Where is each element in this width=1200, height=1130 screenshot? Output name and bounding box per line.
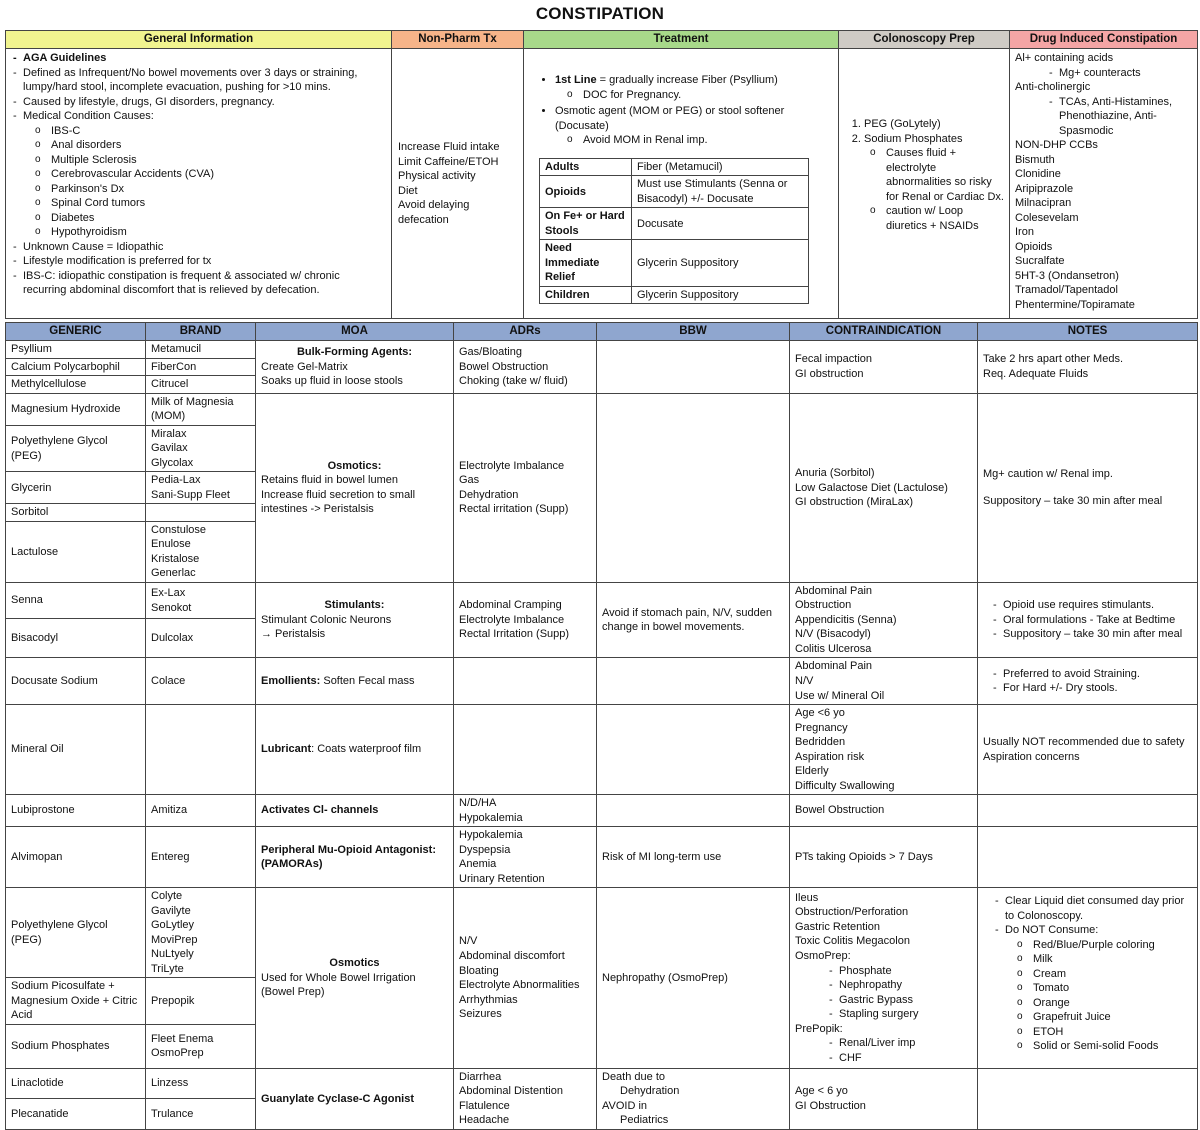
col-moa: MOA bbox=[256, 323, 454, 341]
drug-item: Anti-cholinergic bbox=[1015, 81, 1091, 94]
contra-cell: Age <6 yo Pregnancy Bedridden Aspiration risk Elderly Difficulty Swallowing bbox=[790, 705, 978, 795]
moa-cell: Guanylate Cyclase-C Agonist bbox=[256, 1068, 454, 1129]
peg-golytely: 1. PEG (GoLytely) bbox=[864, 117, 1004, 132]
moa-cell: Lubricant: Coats waterproof film bbox=[256, 705, 454, 795]
col-contraindication: CONTRAINDICATION bbox=[790, 323, 978, 341]
drug-item: Colesevelam bbox=[1015, 211, 1079, 224]
aga-guidelines: - AGA Guidelines bbox=[23, 51, 386, 66]
generic-name: Mineral Oil bbox=[6, 705, 146, 795]
col-generic: GENERIC bbox=[6, 323, 146, 341]
drug-item: Sucralfate bbox=[1015, 255, 1065, 268]
population-tx: Docusate bbox=[632, 208, 809, 240]
page-title: CONSTIPATION bbox=[535, 4, 665, 23]
brand-name: Colace bbox=[146, 658, 256, 705]
first-line: • 1st Line = gradually increase Fiber (Psyllium) o DOC for Pregnancy. bbox=[555, 73, 833, 102]
moa-cell: Peripheral Mu-Opioid Antagonist: (PAMORAs) bbox=[256, 827, 454, 888]
brand-name: Milk of Magnesia (MOM) bbox=[146, 393, 256, 425]
bbw-cell bbox=[597, 795, 790, 827]
generic-name: Calcium Polycarbophil bbox=[6, 358, 146, 376]
drug-table bbox=[5, 322, 1198, 1130]
notes-cell: - Clear Liquid diet consumed day prior to Colonoscopy. - Do NOT Consume: o Red/Blue/Purple coloring o Milk o Cream o Tomato o Orange o Grapefruit Juice o ETOH o Solid or Semi-solid Foods bbox=[978, 888, 1198, 1069]
moa-cell: Osmotics Used for Whole Bowel Irrigation (Bowel Prep) bbox=[256, 888, 454, 1069]
generic-name: Methylcellulose bbox=[6, 376, 146, 394]
population-label: Need Immediate Relief bbox=[540, 240, 632, 287]
header-colonoscopy-prep: Colonoscopy Prep bbox=[839, 31, 1010, 49]
brand-name bbox=[146, 705, 256, 795]
condition: o Spinal Cord tumors bbox=[51, 196, 386, 211]
adrs-cell bbox=[454, 658, 597, 705]
drug-item: Phentermine/Topiramate bbox=[1015, 298, 1135, 311]
contra-cell: PTs taking Opioids > 7 Days bbox=[790, 827, 978, 888]
generic-name: Sodium Phosphates bbox=[6, 1024, 146, 1068]
moa-cell: Activates Cl- channels bbox=[256, 795, 454, 827]
brand-name: Linzess bbox=[146, 1068, 256, 1099]
drug-item: Clonidine bbox=[1015, 168, 1061, 181]
population-tx: Glycerin Suppository bbox=[632, 286, 809, 304]
bbw-cell bbox=[597, 393, 790, 582]
brand-name: Metamucil bbox=[146, 341, 256, 359]
population-tx: Glycerin Suppository bbox=[632, 240, 809, 287]
drug-item: Tramadol/Tapentadol bbox=[1015, 284, 1118, 297]
bbw-cell bbox=[597, 705, 790, 795]
generic-name: Polyethylene Glycol (PEG) bbox=[6, 888, 146, 978]
adrs-cell: Electrolyte Imbalance Gas Dehydration Rectal irritation (Supp) bbox=[454, 393, 597, 582]
moa-cell: Stimulants: Stimulant Colonic Neurons → Peristalsis bbox=[256, 582, 454, 658]
doc-pregnancy: o DOC for Pregnancy. bbox=[583, 88, 833, 103]
drug-subitem: - Mg+ counteracts bbox=[1059, 66, 1192, 81]
adrs-cell: Gas/Bloating Bowel Obstruction Choking (take w/ fluid) bbox=[454, 341, 597, 394]
condition: o Anal disorders bbox=[51, 138, 386, 153]
condition: o Multiple Sclerosis bbox=[51, 153, 386, 168]
generic-name: Glycerin bbox=[6, 472, 146, 504]
ibs-c: - IBS-C: idiopathic constipation is frequent & associated w/ chronic recurring abdominal discomfort that is relieved by defecation. bbox=[23, 269, 386, 298]
generic-name: Docusate Sodium bbox=[6, 658, 146, 705]
condition: o Cerebrovascular Accidents (CVA) bbox=[51, 167, 386, 182]
population-tx: Must use Stimulants (Senna or Bisacodyl) +/- Docusate bbox=[632, 176, 809, 208]
col-brand: BRAND bbox=[146, 323, 256, 341]
contra-cell: Age < 6 yo GI Obstruction bbox=[790, 1068, 978, 1129]
nonpharm-item: Avoid delaying defecation bbox=[398, 199, 470, 226]
table-row bbox=[6, 1068, 1198, 1099]
generic-name: Bisacodyl bbox=[6, 619, 146, 658]
brand-name: Trulance bbox=[146, 1099, 256, 1130]
notes-cell: - Preferred to avoid Straining. - For Hard +/- Dry stools. bbox=[978, 658, 1198, 705]
col-adrs: ADRs bbox=[454, 323, 597, 341]
brand-name: Citrucel bbox=[146, 376, 256, 394]
notes-cell bbox=[978, 1068, 1198, 1129]
table-row bbox=[6, 582, 1198, 618]
treatment-cell bbox=[524, 49, 839, 319]
table-row bbox=[6, 888, 1198, 978]
table-row bbox=[6, 705, 1198, 795]
drug-item: Milnacipran bbox=[1015, 197, 1072, 210]
bbw-cell: Risk of MI long-term use bbox=[597, 827, 790, 888]
contra-cell: Abdominal Pain N/V Use w/ Mineral Oil bbox=[790, 658, 978, 705]
sodium-note: o Causes fluid + electrolyte abnormalities so risky for Renal or Cardiac Dx. bbox=[886, 146, 1004, 204]
nonpharm-item: Physical activity bbox=[398, 170, 476, 183]
generic-name: Alvimopan bbox=[6, 827, 146, 888]
notes-cell: - Opioid use requires stimulants. - Oral formulations - Take at Bedtime - Suppository – take 30 min after meal bbox=[978, 582, 1198, 658]
header-general-information: General Information bbox=[6, 31, 392, 49]
drug-subitem: - TCAs, Anti-Histamines, Phenothiazine, Anti-Spasmodic bbox=[1059, 95, 1192, 139]
notes-cell bbox=[978, 827, 1198, 888]
notes-cell bbox=[978, 795, 1198, 827]
adrs-cell bbox=[454, 705, 597, 795]
brand-name: Miralax Gavilax Glycolax bbox=[146, 425, 256, 472]
generic-name: Senna bbox=[6, 582, 146, 618]
colonoscopy-prep-cell bbox=[839, 49, 1010, 319]
nonpharm-item: Diet bbox=[398, 184, 418, 197]
brand-name: Fleet Enema OsmoPrep bbox=[146, 1024, 256, 1068]
notes-cell: Usually NOT recommended due to safety Aspiration concerns bbox=[978, 705, 1198, 795]
drug-item: Bismuth bbox=[1015, 153, 1055, 166]
bbw-cell bbox=[597, 341, 790, 394]
nonpharm-item: Limit Caffeine/ETOH bbox=[398, 155, 499, 168]
generic-name: Psyllium bbox=[6, 341, 146, 359]
bbw-cell bbox=[597, 658, 790, 705]
contra-cell: Anuria (Sorbitol) Low Galactose Diet (Lactulose) GI obstruction (MiraLax) bbox=[790, 393, 978, 582]
drug-item: Opioids bbox=[1015, 240, 1053, 253]
drug-induced-cell bbox=[1010, 49, 1198, 319]
condition: o IBS-C bbox=[51, 124, 386, 139]
unknown-cause: - Unknown Cause = Idiopathic bbox=[23, 240, 386, 255]
table-row bbox=[6, 341, 1198, 359]
adrs-cell: N/V Abdominal discomfort Bloating Electrolyte Abnormalities Arrhythmias Seizures bbox=[454, 888, 597, 1069]
bbw-cell: Avoid if stomach pain, N/V, sudden change in bowel movements. bbox=[597, 582, 790, 658]
population-label: Adults bbox=[540, 158, 632, 176]
contra-cell: Abdominal Pain Obstruction Appendicitis (Senna) N/V (Bisacodyl) Colitis Ulcerosa bbox=[790, 582, 978, 658]
contra-cell: Bowel Obstruction bbox=[790, 795, 978, 827]
generic-name: Polyethylene Glycol (PEG) bbox=[6, 425, 146, 472]
adrs-cell: N/D/HA Hypokalemia bbox=[454, 795, 597, 827]
sodium-phosphates: 2. Sodium Phosphates o Causes fluid + electrolyte abnormalities so risky for Renal or Cardiac Dx. o caution w/ Loop diuretics + NSAIDs bbox=[864, 132, 1004, 234]
lifestyle: - Lifestyle modification is preferred for tx bbox=[23, 254, 386, 269]
population-label: Opioids bbox=[540, 176, 632, 208]
brand-name: Dulcolax bbox=[146, 619, 256, 658]
table-row bbox=[6, 393, 1198, 425]
bbw-cell: Death due to Dehydration AVOID in Pediatrics bbox=[597, 1068, 790, 1129]
generic-name: Magnesium Hydroxide bbox=[6, 393, 146, 425]
header-drug-induced: Drug Induced Constipation bbox=[1010, 31, 1198, 49]
brand-name: Constulose Enulose Kristalose Generlac bbox=[146, 521, 256, 582]
adrs-cell: Diarrhea Abdominal Distention Flatulence Headache bbox=[454, 1068, 597, 1129]
brand-name: FiberCon bbox=[146, 358, 256, 376]
condition: o Diabetes bbox=[51, 211, 386, 226]
brand-name: Entereg bbox=[146, 827, 256, 888]
moa-cell: Osmotics: Retains fluid in bowel lumen Increase fluid secretion to small intestines -> Peristalsis bbox=[256, 393, 454, 582]
non-pharm-cell bbox=[392, 49, 524, 319]
definition: - Defined as Infrequent/No bowel movements over 3 days or straining, lumpy/hard stool, incomplete evacuation, pushing for >10 mins. bbox=[23, 66, 386, 95]
col-notes: NOTES bbox=[978, 323, 1198, 341]
brand-name: Amitiza bbox=[146, 795, 256, 827]
header-non-pharm-tx: Non-Pharm Tx bbox=[392, 31, 524, 49]
header-treatment: Treatment bbox=[524, 31, 839, 49]
causes: - Caused by lifestyle, drugs, GI disorders, pregnancy. bbox=[23, 95, 386, 110]
contra-cell: Fecal impaction GI obstruction bbox=[790, 341, 978, 394]
treatment-population-table bbox=[539, 158, 809, 305]
nonpharm-item: Increase Fluid intake bbox=[398, 141, 500, 154]
drug-item: NON-DHP CCBs bbox=[1015, 139, 1098, 152]
drug-item: 5HT-3 (Ondansetron) bbox=[1015, 269, 1119, 282]
notes-cell: Mg+ caution w/ Renal imp. Suppository – take 30 min after meal bbox=[978, 393, 1198, 582]
medical-causes: - Medical Condition Causes: o IBS-C o Anal disorders o Multiple Sclerosis o Cerebrovascular Accidents (CVA) o Parkinson's Dx o Spinal Cord tumors o Diabetes o Hypothyroidism bbox=[23, 109, 386, 240]
avoid-mom: o Avoid MOM in Renal imp. bbox=[583, 133, 833, 148]
drug-item: Al+ containing acids bbox=[1015, 52, 1114, 65]
brand-name: Ex-Lax Senokot bbox=[146, 582, 256, 618]
drug-item: Iron bbox=[1015, 226, 1034, 239]
brand-name: Pedia-Lax Sani-Supp Fleet bbox=[146, 472, 256, 504]
sodium-note: o caution w/ Loop diuretics + NSAIDs bbox=[886, 204, 1004, 233]
adrs-cell: Abdominal Cramping Electrolyte Imbalance Rectal Irritation (Supp) bbox=[454, 582, 597, 658]
general-information-cell bbox=[6, 49, 392, 319]
population-label: Children bbox=[540, 286, 632, 304]
generic-name: Lubiprostone bbox=[6, 795, 146, 827]
col-bbw: BBW bbox=[597, 323, 790, 341]
generic-name: Plecanatide bbox=[6, 1099, 146, 1130]
table-row bbox=[6, 827, 1198, 888]
condition: o Parkinson's Dx bbox=[51, 182, 386, 197]
population-tx: Fiber (Metamucil) bbox=[632, 158, 809, 176]
brand-name bbox=[146, 504, 256, 522]
moa-cell: Bulk-Forming Agents: Create Gel-Matrix Soaks up fluid in loose stools bbox=[256, 341, 454, 394]
drug-item: Aripiprazole bbox=[1015, 182, 1074, 195]
generic-name: Linaclotide bbox=[6, 1068, 146, 1099]
population-label: On Fe+ or Hard Stools bbox=[540, 208, 632, 240]
bbw-cell: Nephropathy (OsmoPrep) bbox=[597, 888, 790, 1069]
generic-name: Sodium Picosulfate + Magnesium Oxide + Citric Acid bbox=[6, 978, 146, 1025]
overview-table bbox=[5, 30, 1198, 319]
notes-cell: Take 2 hrs apart other Meds. Req. Adequate Fluids bbox=[978, 341, 1198, 394]
table-row bbox=[6, 795, 1198, 827]
generic-name: Lactulose bbox=[6, 521, 146, 582]
table-row bbox=[6, 658, 1198, 705]
osmotic-agent: • Osmotic agent (MOM or PEG) or stool softener (Docusate) o Avoid MOM in Renal imp. bbox=[555, 104, 833, 148]
adrs-cell: Hypokalemia Dyspepsia Anemia Urinary Retention bbox=[454, 827, 597, 888]
generic-name: Sorbitol bbox=[6, 504, 146, 522]
moa-cell: Emollients: Soften Fecal mass bbox=[256, 658, 454, 705]
condition: o Hypothyroidism bbox=[51, 225, 386, 240]
brand-name: Prepopik bbox=[146, 978, 256, 1025]
brand-name: Colyte Gavilyte GoLytley MoviPrep NuLtyely TriLyte bbox=[146, 888, 256, 978]
contra-cell: Ileus Obstruction/Perforation Gastric Retention Toxic Colitis Megacolon OsmoPrep: - Phosphate - Nephropathy - Gastric Bypass - Stapling surgery PrePopik: - Renal/Liver imp - CHF bbox=[790, 888, 978, 1069]
